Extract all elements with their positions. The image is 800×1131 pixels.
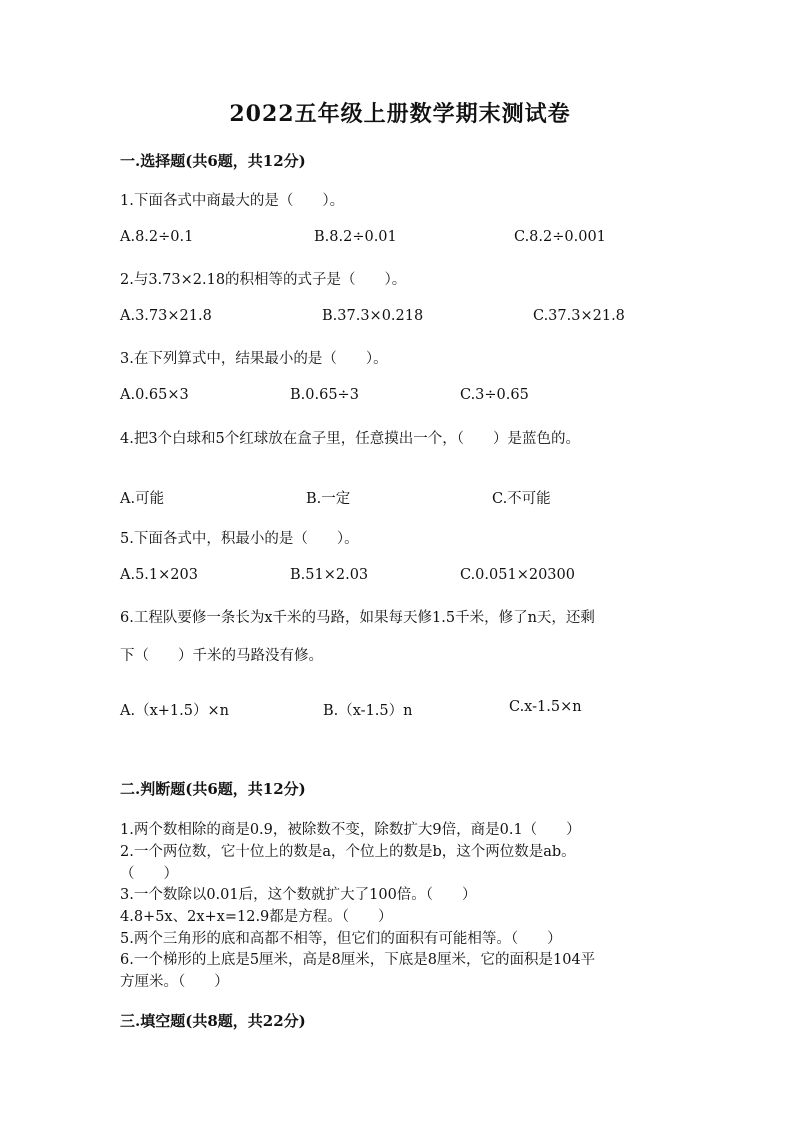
question-stem: 1.下面各式中商最大的是（ ）。 [120,193,345,209]
section-heading-fill-in: 三.填空题(共8题，共22分) [120,1012,306,1030]
option-b: B.（x-1.5）n [323,703,413,719]
option-c: C.3÷0.65 [460,387,529,403]
statement-line: 1.两个数相除的商是0.9，被除数不变，除数扩大9倍，商是0.1（ ） [120,822,581,838]
option-a: A.5.1×203 [120,567,198,583]
option-b: B.一定 [306,491,351,507]
option-a: A.8.2÷0.1 [120,229,194,245]
option-c: C.0.051×20300 [460,567,575,583]
question-stem: 2.与3.73×2.18的积相等的式子是（ ）。 [120,272,407,288]
question-stem: 5.下面各式中，积最小的是（ ）。 [120,531,359,547]
option-c: C.x-1.5×n [509,699,582,715]
page-title: 2022五年级上册数学期末测试卷 [229,101,571,127]
section-heading-judgment: 二.判断题(共6题，共12分) [120,780,306,798]
option-b: B.8.2÷0.01 [314,229,397,245]
question-stem: 4.把3个白球和5个红球放在盒子里，任意摸出一个，（ ）是蓝色的。 [120,431,581,447]
statement-line: 4.8+5x、2x+x=12.9都是方程。（ ） [120,909,393,925]
option-a: A.可能 [120,491,165,507]
statement-line: 2.一个两位数，它十位上的数是a，个位上的数是b，这个两位数是ab。 [120,844,576,860]
question-stem: 6.工程队要修一条长为x千米的马路，如果每天修1.5千米，修了n天，还剩 [120,610,595,626]
option-c: C.37.3×21.8 [533,308,625,324]
statement-line: 方厘米。（ ） [120,974,229,990]
option-b: B.51×2.03 [290,567,369,583]
question-stem-continued: 下（ ）千米的马路没有修。 [120,648,323,664]
question-stem: 3.在下列算式中，结果最小的是（ ）。 [120,351,388,367]
statement-line: 5.两个三角形的底和高都不相等，但它们的面积有可能相等。（ ） [120,931,562,947]
statement-line: 3.一个数除以0.01后，这个数就扩大了100倍。（ ） [120,887,477,903]
option-b: B.0.65÷3 [290,387,359,403]
option-a: A.（x+1.5）×n [120,703,229,719]
statement-line: （ ） [120,866,178,882]
statement-line: 6.一个梯形的上底是5厘米，高是8厘米，下底是8厘米，它的面积是104平 [120,952,596,968]
option-b: B.37.3×0.218 [322,308,424,324]
option-c: C.不可能 [492,491,551,507]
option-c: C.8.2÷0.001 [514,229,606,245]
option-a: A.3.73×21.8 [120,308,212,324]
section-heading-choice: 一.选择题(共6题，共12分) [120,152,306,170]
option-a: A.0.65×3 [120,387,189,403]
